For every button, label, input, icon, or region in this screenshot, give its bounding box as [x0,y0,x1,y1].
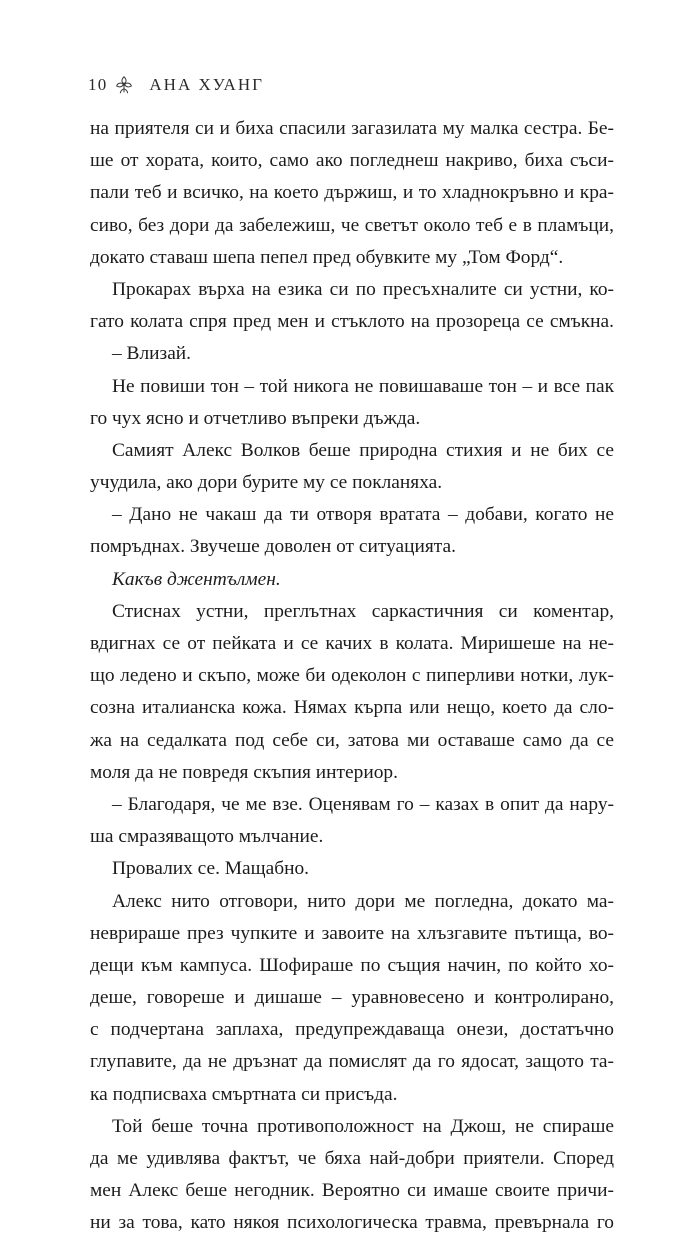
text-line: Не повиши тон – той никога не повишаваше тон – и все пак [112,375,614,397]
text-line: – Благодаря, че ме взе. Оценявам го – казах в опит да нару- [112,793,614,815]
text-line: пали теб и всичко, на което държиш, и то хладнокръвно и кра- [90,182,614,204]
text-line: Самият Алекс Волков беше природна стихия и не бих се [112,439,614,461]
text-line: гато колата спря пред мен и стъклото на прозореца се смъкна. [90,311,614,333]
text-line: Какъв джентълмен. [112,568,281,590]
text-line: деше, говореше и дишаше – уравновесено и контролирано, [90,987,614,1009]
text-line: да ме удивлява фактът, че бяха най-добри приятели. Според [90,1148,614,1169]
text-line: Прокарах върха на езика си по пресъхналите си устни, ко- [112,278,614,300]
text-line: ни за това, като някоя психологическа травма, превърнала го [90,1212,614,1234]
text-line: Стиснах устни, преглътнах саркастичния си коментар, [112,600,614,622]
author-name: АНА ХУАНГ [149,75,264,94]
floral-ornament-icon [113,74,135,96]
text-line: мен Алекс беше негодник. Вероятно си имаше своите причи- [90,1180,614,1202]
text-line: вдигнах се от пейката и се качих в колата. Миришеше на не- [90,633,614,654]
text-line: учудила, ако дори бурите му се покланяха. [90,472,443,494]
text-line: що ледено и скъпо, може би одеколон с пиперливи нотки, лук- [90,665,614,687]
text-line: созна италианска кожа. Нямах кърпа или нещо, което да сло- [90,697,614,719]
page-number: 10 [88,75,108,94]
text-line: – Влизай. [112,343,192,365]
text-line: моля да не повредя скъпия интериор. [90,761,398,783]
text-line: – Дано не чакаш да ти отворя вратата – добави, когато не [112,504,614,526]
text-line: сиво, без дори да забележиш, че светът около теб е в пламъци, [90,214,614,236]
text-line: ка подписваха смъртната си присъда. [90,1083,398,1105]
text-line: неврираше през чупките и завоите на хлъзгавите пътища, во- [90,922,614,944]
text-line: дещи към кампуса. Шофираше по същия начин, по който хо- [90,954,614,976]
text-line: Алекс нито отговори, нито дори ме погледна, докато ма- [112,890,614,912]
text-line: на приятеля си и биха спасили загазилата му малка сестра. Бе- [90,118,614,139]
page-body-text [90,113,614,1240]
text-line: глупавите, да не дръзнат да помислят да го ядосат, защото та- [90,1051,614,1073]
text-line: с подчертана заплаха, предупреждаваща онези, достатъчно [90,1019,614,1041]
text-line: ша смразяващото мълчание. [90,826,324,848]
text-line: помръднах. Звучеше доволен от ситуацията. [90,536,456,558]
text-line: го чух ясно и отчетливо въпреки дъжда. [90,407,421,429]
text-line: докато ставаш шепа пепел пред обувките му „Том Форд“. [90,246,564,268]
running-header [88,74,264,96]
text-line: Провалих се. Мащабно. [112,858,309,880]
text-line: Той беше точна противоположност на Джош, не спираше [112,1115,614,1137]
text-line: ше от хората, които, само ако погледнеш накриво, биха съси- [90,150,614,172]
text-line: жа на седалката под себе си, затова ми оставаше само да се [90,729,614,751]
